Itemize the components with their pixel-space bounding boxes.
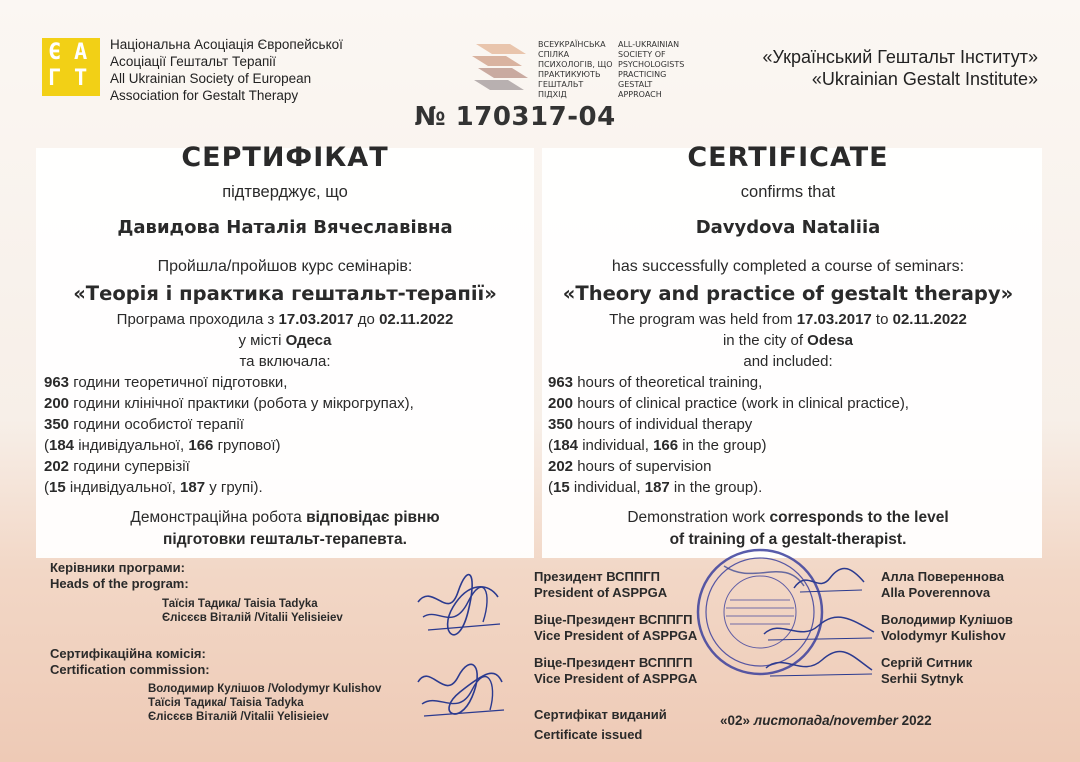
hours-practice: 200 години клінічної практики (робота у мікрогрупах), — [44, 395, 414, 412]
hours-list-ua — [44, 372, 414, 498]
hours-theory: 963 години теоретичної підготовки, — [44, 374, 288, 391]
program-dates-ua: Програма проходила з 17.03.2017 до 02.11.2022 — [116, 311, 454, 328]
program-dates-en: The program was held from 17.03.2017 to 02.11.2022 — [609, 311, 967, 328]
demonstration-en: Demonstration work corresponds to the level of training of a gestalt-therapist. — [627, 509, 949, 548]
hours-supervision-split: (15 індивідуальної, 187 у групі). — [44, 479, 263, 496]
hours-therapy-split: (184 індивідуальної, 166 групової) — [44, 437, 281, 454]
certificate-number: № 170317-04 — [414, 102, 616, 132]
signature-president-icon — [790, 560, 870, 600]
course-title-ua: «Теорія і практика гештальт-терапії» — [73, 282, 497, 305]
eagt-logo-letter: Є — [48, 40, 62, 65]
hours-therapy: 350 години особистої терапії — [44, 416, 244, 433]
hours-supervision: 202 hours of supervision — [548, 458, 712, 475]
confirms-en: confirms that — [740, 183, 836, 201]
signature-vice-president-icon — [760, 612, 880, 648]
asppga-name-ua: ВСЕУКРАЇНСЬКА СПІЛКА ПСИХОЛОГІВ, ЩО ПРАКТИКУЮТЬ ГЕШТАЛЬТ ПІДХІД — [538, 40, 613, 99]
title-en: CERTIFICATE — [687, 142, 889, 173]
course-title-en: «Theory and practice of gestalt therapy» — [562, 282, 1014, 305]
confirms-ua: підтверджує, що — [222, 183, 348, 201]
issue-date: «02» листопада/november 2022 — [720, 713, 932, 728]
hours-list-en — [548, 372, 909, 498]
issued-label: Сертифікат виданий Certificate issued — [534, 707, 667, 742]
asppga-name-en: ALL-UKRAINIAN SOCIETY OF PSYCHOLOGISTS PRACTICING GESTALT APPROACH — [618, 40, 685, 99]
demonstration-ua: Демонстраційна робота відповідає рівню підготовки гештальт-терапевта. — [130, 509, 440, 548]
president-title: Президент ВСППГП President of ASPPGA — [534, 569, 668, 600]
completed-ua: Пройшла/пройшов курс семінарів: — [157, 258, 413, 275]
eagt-org-name: Національна Асоціація Європейської Асоціації Гештальт Терапії All Ukrainian Society of European Association for Gestalt Therapy — [110, 37, 343, 103]
hours-practice: 200 hours of clinical practice (work in clinical practice), — [548, 395, 909, 412]
city-en: in the city of Odesa — [722, 332, 854, 349]
included-en: and included: — [743, 353, 833, 370]
heads-list: Таїсія Тадика/ Taisia Tadyka Єлісєєв Віталій /Vitalii Yelisieiev — [162, 598, 343, 624]
heads-heading: Керівники програми: Heads of the program: — [50, 560, 189, 591]
date-to: 02.11.2022 — [379, 311, 454, 328]
title-ua: СЕРТИФІКАТ — [181, 142, 389, 173]
asppga-logo-icon — [470, 40, 532, 92]
vice-president-2-title: Віце-Президент ВСППГП Vice President of ASPPGA — [534, 655, 698, 686]
city-ua: у місті Одеса — [238, 332, 332, 349]
institute-name: «Український Гештальт Інститут» «Ukrainian Gestalt Institute» — [762, 47, 1038, 89]
hours-supervision: 202 години супервізії — [44, 458, 190, 475]
vice-president-2-name: Сергій Ситник Serhii Sytnyk — [881, 655, 973, 686]
hours-therapy: 350 hours of individual therapy — [548, 416, 753, 433]
eagt-logo-letter: А — [74, 40, 88, 65]
included-ua: та включала: — [239, 353, 331, 370]
hours-theory: 963 hours of theoretical training, — [548, 374, 763, 391]
eagt-logo-letter: Г — [48, 66, 62, 91]
hours-supervision-split: (15 individual, 187 in the group). — [548, 479, 763, 496]
recipient-name-ua: Давидова Наталія Вячеславівна — [117, 217, 453, 238]
signature-heads-icon — [408, 562, 508, 642]
president-name: Алла Повереннова Alla Poverennova — [881, 569, 1004, 600]
eagt-logo-letter: Т — [74, 66, 88, 91]
hours-therapy-split: (184 individual, 166 in the group) — [548, 437, 767, 454]
eagt-logo — [42, 38, 100, 96]
recipient-name-en: Davydova Nataliia — [695, 217, 881, 238]
commission-heading: Сертифікаційна комісія: Certification commission: — [50, 646, 210, 677]
signature-vice-president-2-icon — [760, 648, 880, 684]
signature-commission-icon — [410, 652, 510, 732]
vice-president-name: Володимир Кулішов Volodymyr Kulishov — [881, 612, 1013, 643]
commission-list: Володимир Кулішов /Volodymyr Kulishov Таїсія Тадика/ Taisia Tadyka Єлісєєв Віталій /Vitalii Yelisieiev — [148, 683, 382, 723]
date-from: 17.03.2017 — [278, 311, 354, 328]
vice-president-title: Віце-Президент ВСППГП Vice President of ASPPGA — [534, 612, 698, 643]
completed-en: has successfully completed a course of seminars: — [611, 258, 965, 275]
